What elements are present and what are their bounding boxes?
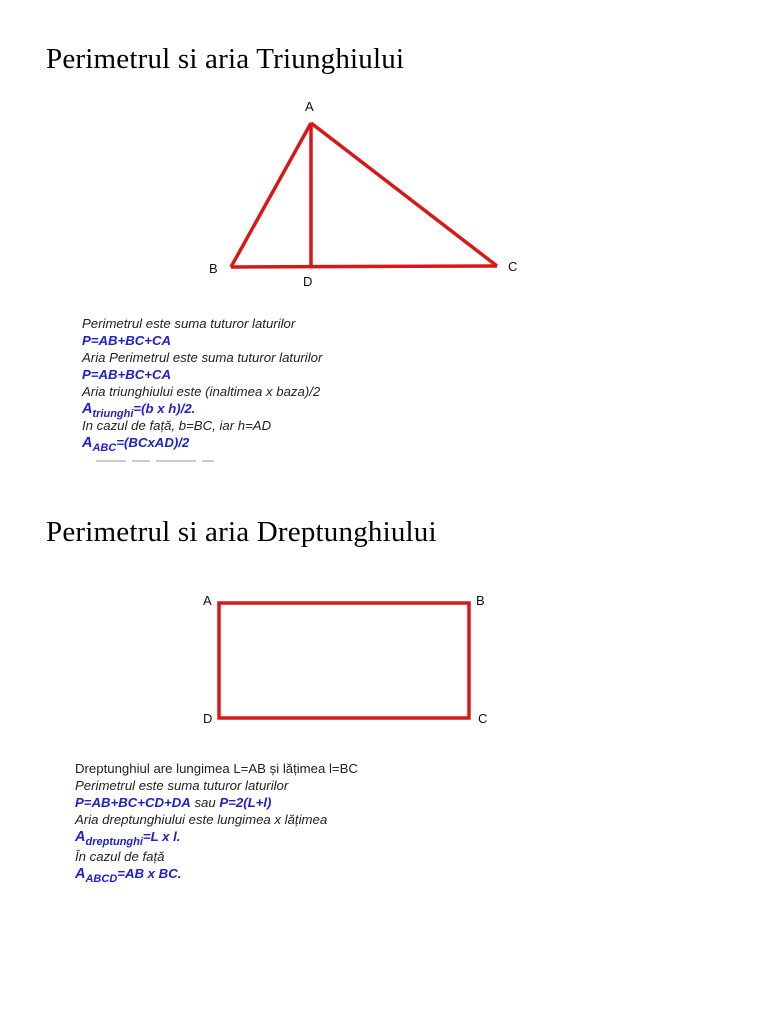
- vertex-label-c: C: [508, 259, 518, 274]
- triangle-side-ab: [231, 123, 311, 267]
- vertex-label-b: B: [209, 261, 218, 276]
- text-line: Aria dreptunghiului este lungimea x lățimea: [75, 812, 328, 827]
- text-line: În cazul de față: [75, 849, 165, 864]
- formula-part: P=2(L+l): [219, 795, 272, 810]
- vertex-label-d: D: [203, 711, 213, 726]
- triangle-explanation: [82, 315, 323, 454]
- formula-main: A: [75, 829, 86, 845]
- formula-subscript: dreptunghi: [85, 836, 143, 848]
- text-line: In cazul de față, b=BC, iar h=AD: [82, 418, 272, 433]
- triangle-side-ac: [311, 123, 497, 266]
- formula-rest: =AB x BC.: [117, 866, 182, 881]
- rectangle-figure: [0, 585, 768, 730]
- rectangle-section-title: Perimetrul si aria Dreptunghiului: [46, 516, 437, 548]
- formula-main: A: [82, 401, 93, 417]
- faded-text-remnant: [96, 452, 246, 466]
- area-formula-line: [82, 400, 322, 420]
- area-formula-line: [75, 828, 358, 848]
- text-line: Perimetrul este suma tuturor laturilor: [75, 778, 289, 793]
- rectangle-explanation: [75, 760, 358, 885]
- perimeter-formula-line: [75, 794, 358, 811]
- area-formula-line: [82, 434, 322, 454]
- text-line: Perimetrul este suma tuturor laturilor: [82, 316, 296, 331]
- text-line: Aria Perimetrul este suma tuturor laturilor: [82, 350, 323, 365]
- vertex-label-b: B: [476, 593, 485, 608]
- formula-main: A: [75, 866, 86, 882]
- vertex-label-a: A: [305, 99, 314, 114]
- formula-line: P=AB+BC+CA: [82, 367, 172, 382]
- formula-main: A: [82, 435, 93, 451]
- formula-rest: =(BCxAD)/2: [116, 435, 190, 450]
- text-line: Aria triunghiului este (inaltimea x baza)/2: [82, 384, 321, 399]
- formula-rest: =(b x h)/2.: [133, 401, 196, 416]
- formula-part: P=AB+BC+CD+DA: [75, 795, 191, 810]
- formula-subscript: triunghi: [92, 408, 134, 420]
- text-line: Dreptunghiul are lungimea L=AB și lățimea l=BC: [75, 761, 358, 776]
- formula-rest: =L x l.: [142, 829, 181, 844]
- triangle-figure: [0, 90, 768, 295]
- formula-line: P=AB+BC+CA: [82, 333, 172, 348]
- formula-connector: sau: [190, 795, 220, 810]
- triangle-section-title: Perimetrul si aria Triunghiului: [46, 43, 405, 75]
- triangle-side-bc: [231, 266, 497, 267]
- vertex-label-c: C: [478, 711, 488, 726]
- vertex-label-d: D: [303, 274, 313, 289]
- vertex-label-a: A: [203, 593, 212, 608]
- rectangle-abcd: [219, 603, 469, 718]
- formula-subscript: ABCD: [85, 873, 118, 885]
- area-formula-line: [75, 865, 358, 885]
- formula-subscript: ABC: [92, 442, 117, 454]
